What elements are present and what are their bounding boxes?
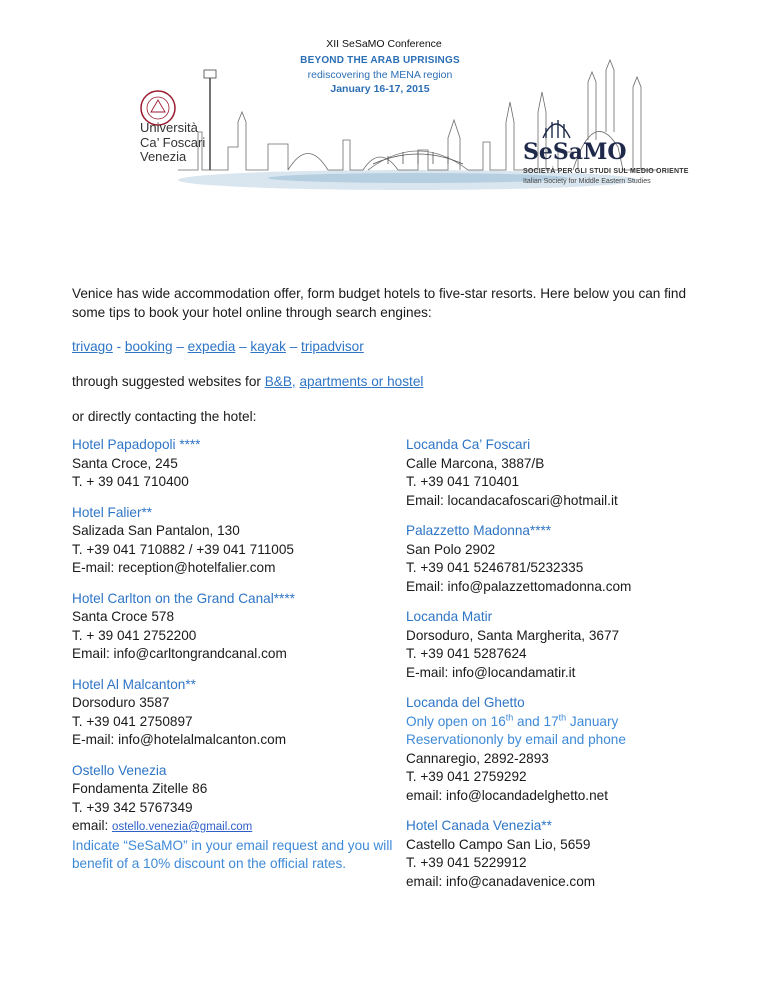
hotel-phone: T. + 39 041 2752200 <box>72 627 197 643</box>
hotel-name: Hotel Falier** <box>72 504 153 520</box>
conference-tagline <box>295 54 465 96</box>
hotel-address: San Polo 2902 <box>406 541 496 557</box>
hotel-entry <box>406 608 736 682</box>
hotel-phone: T. + 39 041 710400 <box>72 474 189 489</box>
tagline-date: January 16-17, 2015 <box>330 83 430 95</box>
hotel-name: Hotel Al Malcanton** <box>72 676 196 692</box>
opening-note <box>406 713 736 732</box>
hostel-link[interactable]: hostel <box>383 374 424 389</box>
hotel-address: Salizada San Pantalon, 130 <box>72 523 240 538</box>
hotel-email: Email: info@palazzettomadonna.com <box>406 578 632 594</box>
hotel-name: Locanda Ca’ Foscari <box>406 437 531 452</box>
hotel-address: Calle Marcona, 3887/B <box>406 455 545 471</box>
university-line: Venezia <box>140 149 187 164</box>
bb-link[interactable]: B&B, <box>264 374 296 389</box>
hotel-email: E-mail: reception@hotelfalier.com <box>72 560 276 575</box>
hotels-left-column <box>72 436 402 886</box>
tagline-subtitle: rediscovering the MENA region <box>307 69 453 81</box>
note-sup: th <box>505 711 514 722</box>
expedia-link[interactable]: expedia <box>187 339 236 354</box>
hotel-phone: T. +39 041 5287624 <box>406 646 527 661</box>
search-engine-links <box>72 337 364 356</box>
hotel-phone: T. +39 041 2750897 <box>72 713 193 729</box>
intro-paragraph: Venice has wide accommodation offer, form budget hotels to five-star resorts. Here below you can find some tips to book your hotel online through search engines: <box>72 286 687 320</box>
sesamo-name: SOCIETÀ PER GLI STUDI SUL MEDIO ORIENTE <box>523 168 689 175</box>
or-text: or <box>371 374 384 389</box>
reservation-note: Reservationonly by email and phone <box>406 732 626 747</box>
hotel-phone: T. +39 041 2759292 <box>406 769 527 784</box>
note-sup: th <box>558 711 567 722</box>
email-label: email: <box>72 818 113 833</box>
hotel-phone: T. +39 041 5246781/5232335 <box>406 560 584 575</box>
sesamo-name-english: Italian Society for Middle Eastern Studies <box>523 178 651 185</box>
hotel-address: Fondamenta Zitelle 86 <box>72 781 208 796</box>
link-separator: - <box>116 339 122 354</box>
hotel-address: Santa Croce 578 <box>72 609 175 624</box>
hotel-name: Hotel Canada Venezia** <box>406 818 552 833</box>
hotels-right-column <box>406 436 736 903</box>
hotel-email: email: info@canadavenice.com <box>406 873 596 889</box>
hotel-entry <box>406 436 736 510</box>
trivago-link[interactable]: trivago <box>72 339 113 354</box>
hotel-email: E-mail: info@hotelalmalcanton.com <box>72 732 287 747</box>
hotel-email: E-mail: info@locandamatir.it <box>406 664 576 680</box>
hotel-phone: T. +39 041 710882 / +39 041 711005 <box>72 541 294 557</box>
hotel-email: email: info@locandadelghetto.net <box>406 787 608 803</box>
hotel-entry <box>72 676 402 750</box>
tripadvisor-link[interactable]: tripadvisor <box>301 339 364 354</box>
hotel-phone: T. +39 041 710401 <box>406 474 520 489</box>
university-line: Università <box>140 120 198 135</box>
hotel-entry <box>72 436 402 492</box>
university-line: Ca’ Foscari <box>140 134 206 150</box>
hotel-email: Email: locandacafoscari@hotmail.it <box>406 492 618 508</box>
hotel-address: Cannaregio, 2892-2893 <box>406 750 549 766</box>
hotel-name: Locanda Matir <box>406 609 493 624</box>
hotel-name: Locanda del Ghetto <box>406 695 525 710</box>
suggested-websites <box>72 372 423 391</box>
hotel-name: Hotel Carlton on the Grand Canal**** <box>72 590 295 606</box>
suggested-prefix: through suggested websites for <box>72 374 265 389</box>
hotel-address: Dorsoduro 3587 <box>72 695 170 710</box>
hotel-address: Castello Campo San Lio, 5659 <box>406 836 591 852</box>
hotel-name: Palazzetto Madonna**** <box>406 523 552 538</box>
university-logo-text <box>140 121 205 165</box>
hostel-email-link[interactable]: ostello.venezia@gmail.com <box>112 821 253 833</box>
hotel-email: Email: info@carltongrandcanal.com <box>72 646 287 661</box>
hotel-phone: T. +39 342 5767349 <box>72 799 193 815</box>
hotel-name: Ostello Venezia <box>72 762 167 778</box>
kayak-link[interactable]: kayak <box>250 339 286 354</box>
hotel-email-row <box>72 817 402 837</box>
hotel-entry <box>406 522 736 596</box>
hotel-address: Dorsoduro, Santa Margherita, 3677 <box>406 627 620 643</box>
note-part: January <box>566 713 619 729</box>
hotel-phone: T. +39 041 5229912 <box>406 855 527 870</box>
apartments-link[interactable]: apartments <box>299 374 372 389</box>
hotel-entry <box>72 762 402 874</box>
hotel-entry <box>406 694 736 805</box>
sesamo-logo: SeSaMO <box>523 139 627 165</box>
link-separator: – <box>176 339 184 354</box>
conference-title: XII SeSaMO Conference <box>326 38 442 50</box>
hotel-entry <box>406 817 736 891</box>
note-part: and 17 <box>513 713 559 729</box>
hotel-address: Santa Croce, 245 <box>72 455 178 471</box>
hotel-name: Hotel Papadopoli **** <box>72 437 201 452</box>
hotel-entry <box>72 504 402 578</box>
hotel-entry <box>72 590 402 664</box>
discount-note: Indicate “SeSaMO” in your email request and you will benefit of a 10% discount on the official rates. <box>72 837 393 871</box>
tagline-title: BEYOND THE ARAB UPRISINGS <box>300 55 460 66</box>
direct-contact-text: or directly contacting the hotel: <box>72 409 257 424</box>
booking-link[interactable]: booking <box>124 339 173 354</box>
link-separator: – <box>239 339 247 354</box>
note-part: Only open on 16 <box>406 713 506 729</box>
link-separator: – <box>289 339 298 354</box>
